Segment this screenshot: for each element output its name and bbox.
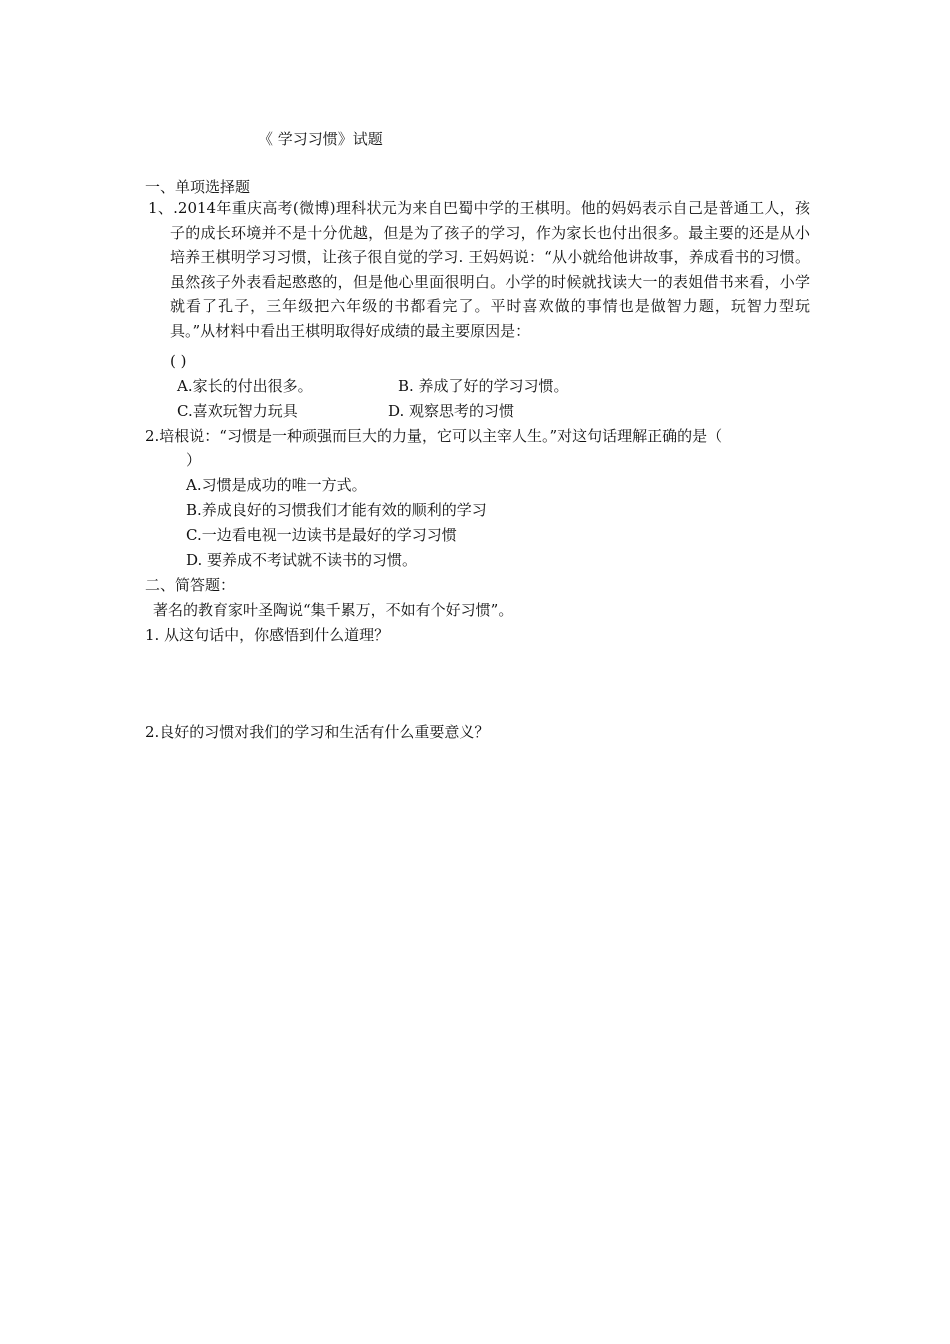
question-2-blank-end: ）: [186, 451, 202, 469]
question-1-option-c: C.喜欢玩智力玩具: [177, 402, 298, 420]
question-2-option-c: C.一边看电视一边读书是最好的学习习惯: [186, 526, 457, 544]
question-2-option-d: D. 要养成不考试就不读书的习惯。: [186, 551, 418, 569]
section-heading-short-answer: 二、简答题：: [145, 576, 236, 594]
question-1-stem: 1、.2014年重庆高考(微博)理科状元为来自巴蜀中学的王棋明。他的妈妈表示自己是普通工人，孩子的成长环境并不是十分优越，但是为了孩子的学习，作为家长也付出很多。最主要的还是从小培养王棋明学习习惯，让孩子很自觉的学习. 王妈妈说：“从小就给他讲故事，养成看书的习惯。虽然孩子外表看起憨憨的，但是他心里面很明白。小学的时候就找读大一的表姐借书来看，小学就看了孔子，三年级把六年级的书都看完了。平时喜欢做的事情也是做智力题，玩智力型玩具。”从材料中看出王棋明取得好成绩的最主要原因是：: [148, 199, 810, 340]
question-1-text: [148, 196, 810, 343]
short-answer-question-2: 2.良好的习惯对我们的学习和生活有什么重要意义？: [145, 723, 490, 741]
question-2-option-b: B.养成良好的习惯我们才能有效的顺利的学习: [186, 501, 487, 519]
question-1-option-d: D. 观察思考的习惯: [388, 402, 515, 420]
short-answer-intro: 著名的教育家叶圣陶说“集千累万，不如有个好习惯”。: [153, 601, 514, 619]
question-1-blank: ( ): [170, 352, 187, 370]
question-2-option-a: A.习惯是成功的唯一方式。: [186, 476, 367, 494]
short-answer-question-1: 1. 从这句话中，你感悟到什么道理？: [145, 626, 390, 644]
section-heading-choice: 一、单项选择题: [145, 178, 251, 196]
page-title: 《 学习习惯》试题: [258, 130, 383, 148]
question-1-option-b: B. 养成了好的学习习惯。: [398, 377, 569, 395]
question-2-stem: 2.培根说：“习惯是一种顽强而巨大的力量，它可以主宰人生。”对这句话理解正确的是（: [145, 427, 723, 445]
question-1-option-a: A.家长的付出很多。: [177, 377, 313, 395]
